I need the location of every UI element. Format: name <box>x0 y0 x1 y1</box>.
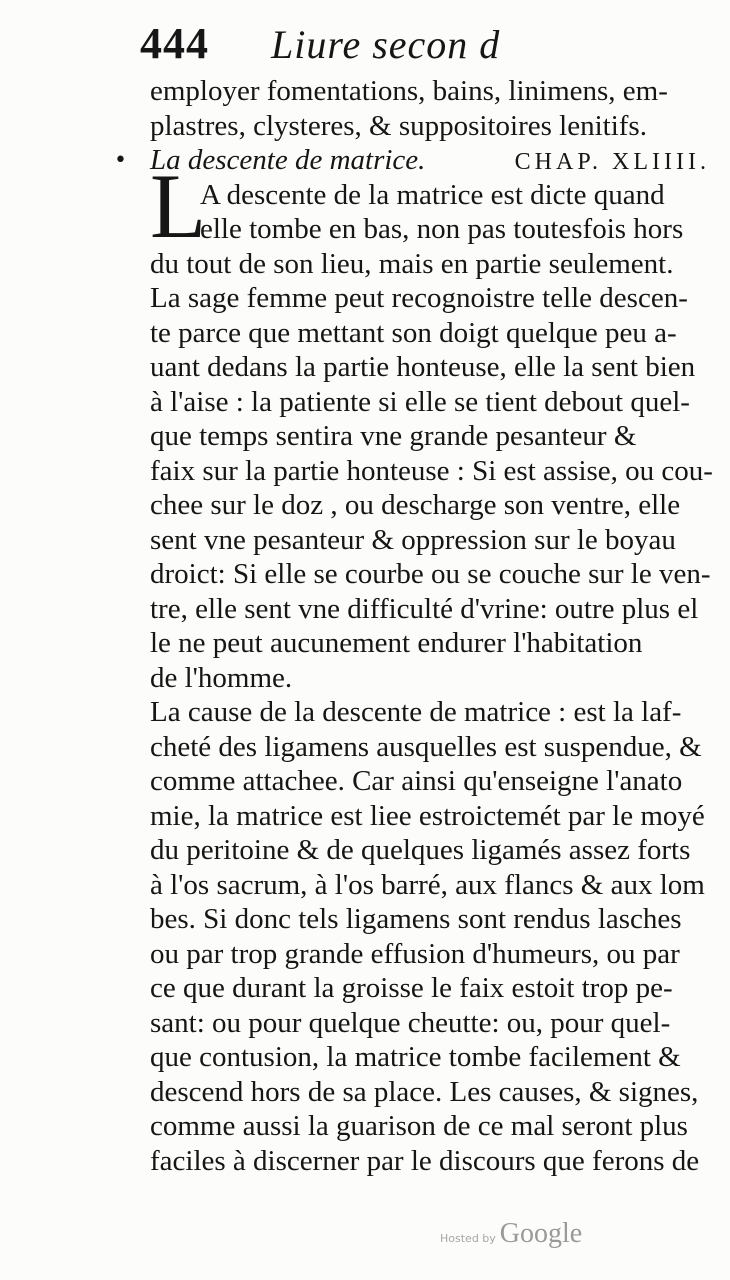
text-line: elle tombe en bas, non pas toutesfois hors <box>200 213 684 245</box>
text-line: à l'aise : la patiente si elle se tient debout quel- <box>150 385 690 418</box>
text-line: tre, elle sent vne difficulté d'vrine: outre plus el <box>150 592 699 625</box>
text-line: du peritoine & de quelques ligamés assez forts <box>150 834 691 866</box>
text-line: chee sur le doz , ou descharge son ventre, elle <box>150 489 681 521</box>
running-head: Liure secon d <box>271 22 501 67</box>
page-header <box>140 18 590 74</box>
drop-cap-letter: L <box>150 155 207 257</box>
body-text <box>150 74 713 1178</box>
text-line: ce que durant la groisse le faix estoit trop pe- <box>150 972 673 1004</box>
text-line: cheté des ligamens ausquelles est suspendue, & <box>150 730 702 763</box>
chapter-title: La descente de matrice. <box>150 144 426 176</box>
chapter-heading <box>150 143 710 178</box>
text-line: La sage femme peut recognoistre telle descen- <box>150 282 688 314</box>
text-line: comme aussi la guarison de ce mal seront plus <box>150 1110 688 1142</box>
text-line: faciles à discerner par le discours que ferons de <box>150 1144 700 1177</box>
chapter-label: CHAP. XLIIII. <box>514 149 710 175</box>
text-line: que contusion, la matrice tombe facilement & <box>150 1041 681 1073</box>
page-number: 444 <box>140 19 209 68</box>
text-line: de l'homme. <box>150 661 293 694</box>
hosted-label: Hosted by <box>440 1232 496 1245</box>
text-line: descend hors de sa place. Les causes, & signes, <box>150 1075 699 1108</box>
hosted-by-google-watermark <box>440 1218 640 1258</box>
text-line: employer fomentations, bains, linimens, em- <box>150 75 668 107</box>
text-line: du tout de son lieu, mais en partie seulement. <box>150 247 674 280</box>
text-line: à l'os sacrum, à l'os barré, aux flancs & aux lom <box>150 868 705 901</box>
text-line: faix sur la partie honteuse : Si est assise, ou cou- <box>150 454 713 487</box>
google-logo: Google <box>499 1218 583 1249</box>
margin-mark: • <box>114 148 127 173</box>
text-line: plastres, clysteres, & suppositoires lenitifs. <box>150 109 647 142</box>
text-line: bes. Si donc tels ligamens sont rendus lasches <box>150 903 682 935</box>
text-line: ou par trop grande effusion d'humeurs, ou par <box>150 937 680 970</box>
text-line: droict: Si elle se courbe ou se couche sur le ven- <box>150 558 711 590</box>
text-line: sant: ou pour quelque cheutte: ou, pour quel- <box>150 1006 671 1039</box>
text-line: que temps sentira vne grande pesanteur & <box>150 420 637 452</box>
text-line: uant dedans la partie honteuse, elle la sent bien <box>150 351 696 383</box>
text-line: La cause de la descente de matrice : est la laf- <box>150 696 682 728</box>
text-line: sent vne pesanteur & oppression sur le boyau <box>150 523 676 556</box>
text-line: le ne peut aucunement endurer l'habitation <box>150 627 643 659</box>
text-line: A descente de la matrice est dicte quand <box>200 178 665 211</box>
text-line: te parce que mettant son doigt quelque peu a- <box>150 316 677 349</box>
text-line: mie, la matrice est liee estroictemét par le moyé <box>150 799 705 832</box>
text-line: comme attachee. Car ainsi qu'enseigne l'anato <box>150 765 683 797</box>
